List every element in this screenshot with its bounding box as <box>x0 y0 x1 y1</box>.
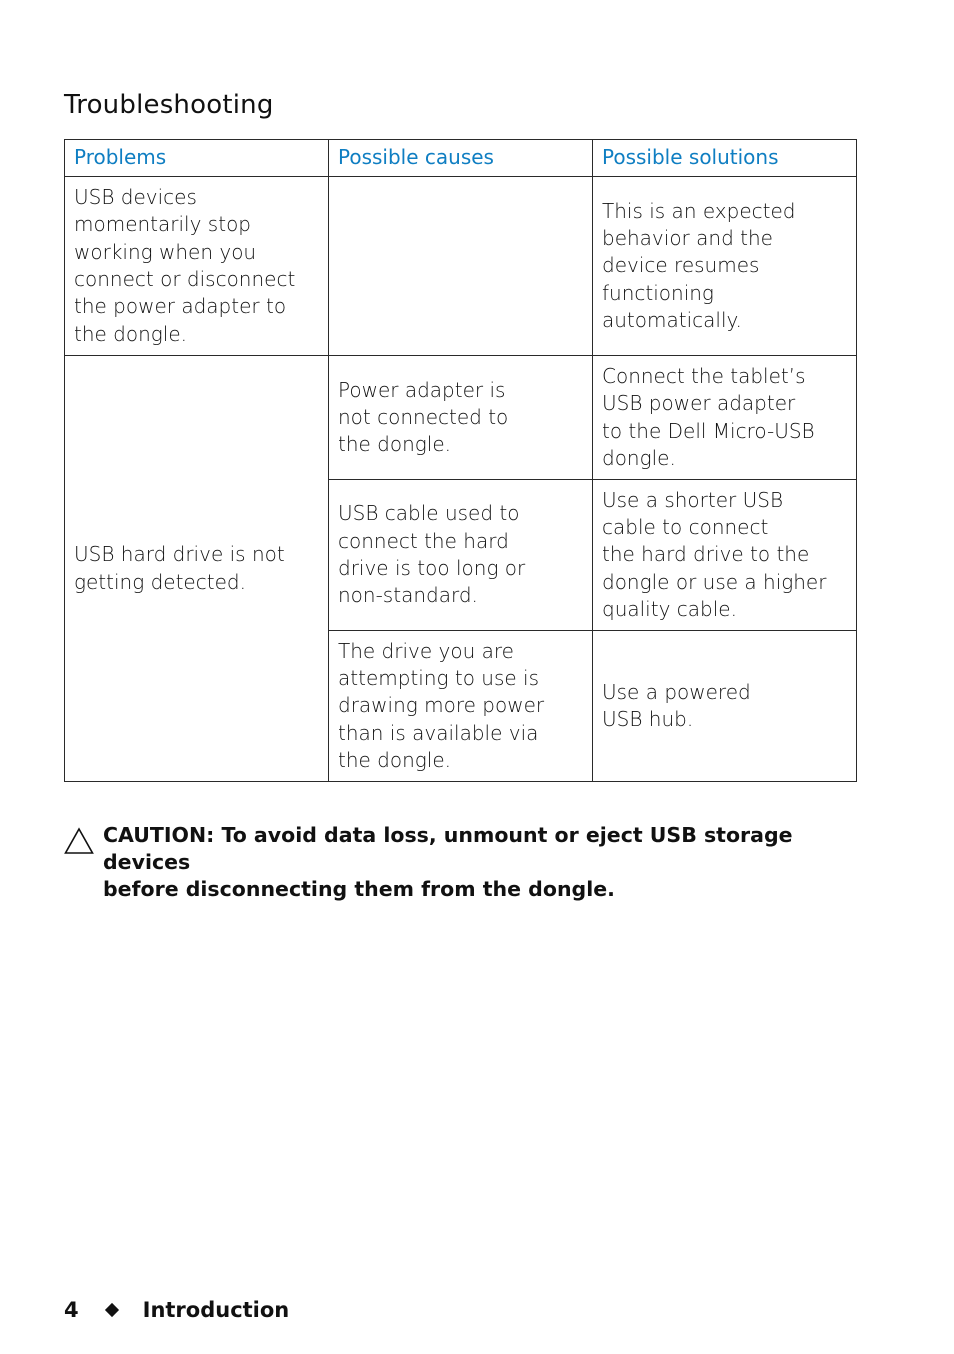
solution-cell <box>593 356 857 480</box>
cause-text: Power adapter is not connected to the dongle. <box>338 377 509 457</box>
solution-cell <box>593 631 857 782</box>
solution-cell <box>593 480 857 631</box>
header-possible-solutions: Possible solutions <box>593 140 857 177</box>
solution-text: Connect the tablet’s USB power adapter to the Dell Micro-USB dongle. <box>602 363 815 470</box>
troubleshooting-table <box>64 139 857 782</box>
problem-text: USB hard drive is not getting detected. <box>74 542 285 594</box>
cause-cell <box>329 356 593 480</box>
table-row <box>65 177 857 356</box>
footer-section-title: Introduction <box>142 1298 290 1322</box>
problem-cell <box>65 177 329 356</box>
caution-note <box>64 822 864 903</box>
cause-cell <box>329 480 593 631</box>
cause-text: USB cable used to connect the hard drive is too long or non-standard. <box>338 501 526 608</box>
solution-text: Use a shorter USB cable to connect the hard drive to the dongle or use a higher quality cable. <box>602 487 827 621</box>
header-possible-causes: Possible causes <box>329 140 593 177</box>
page-title: Troubleshooting <box>64 90 274 120</box>
cause-cell <box>329 177 593 356</box>
diamond-icon <box>105 1303 119 1317</box>
problem-cell <box>65 356 329 782</box>
table-header-row <box>65 140 857 177</box>
cause-text: The drive you are attempting to use is drawing more power than is available via the dongle. <box>338 638 545 772</box>
cause-cell <box>329 631 593 782</box>
solution-cell <box>593 177 857 356</box>
warning-triangle-icon <box>64 827 94 855</box>
caution-text: CAUTION: To avoid data loss, unmount or eject USB storage devices before disconnecting them from the dongle. <box>103 823 793 901</box>
table-row <box>65 356 857 480</box>
problem-text: USB devices momentarily stop working when you connect or disconnect the power adapter to the dongle. <box>74 185 296 346</box>
solution-text: Use a powered USB hub. <box>602 679 751 731</box>
header-problems: Problems <box>65 140 329 177</box>
page-number: 4 <box>64 1298 79 1322</box>
page-footer <box>64 1298 289 1322</box>
solution-text: This is an expected behavior and the device resumes functioning automatically. <box>602 198 796 332</box>
